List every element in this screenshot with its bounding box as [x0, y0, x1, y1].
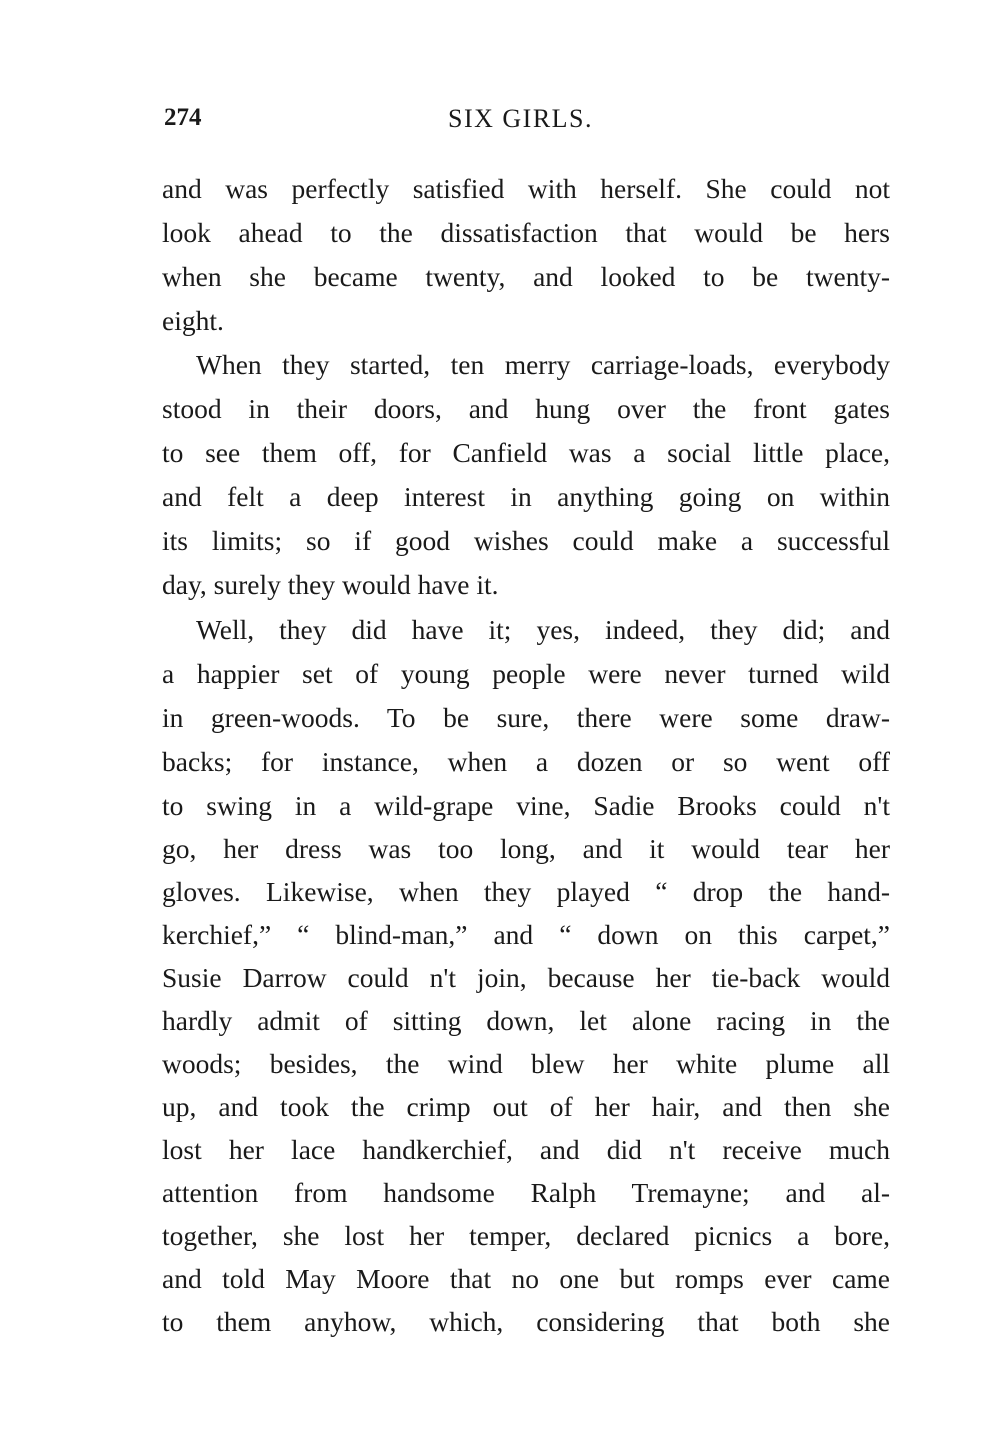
text-line: kerchief,” “ blind-man,” and “ down on this carpet,” — [162, 919, 890, 950]
text-line: look ahead to the dissatisfaction that would be hers — [162, 217, 890, 248]
text-line: and felt a deep interest in anything going on within — [162, 481, 890, 512]
text-line: lost her lace handkerchief, and did n't receive much — [162, 1134, 890, 1165]
text-line: backs; for instance, when a dozen or so went off — [162, 746, 890, 777]
text-line: go, her dress was too long, and it would tear her — [162, 833, 890, 864]
text-line: eight. — [162, 305, 224, 336]
text-line: Susie Darrow could n't join, because her tie-back would — [162, 962, 890, 993]
text-line: day, surely they would have it. — [162, 569, 499, 600]
text-line: and was perfectly satisfied with herself. She could not — [162, 173, 890, 204]
page-number: 274 — [164, 104, 202, 131]
text-line: in green-woods. To be sure, there were some draw- — [162, 702, 890, 733]
text-line: when she became twenty, and looked to be twenty- — [162, 261, 890, 292]
text-line: to them anyhow, which, considering that both she — [162, 1306, 890, 1337]
text-line: hardly admit of sitting down, let alone racing in the — [162, 1005, 890, 1036]
text-line: to see them off, for Canfield was a social little place, — [162, 437, 890, 468]
text-line: a happier set of young people were never turned wild — [162, 658, 890, 689]
text-line: together, she lost her temper, declared picnics a bore, — [162, 1220, 890, 1251]
text-line: stood in their doors, and hung over the front gates — [162, 393, 890, 424]
running-title: SIX GIRLS. — [448, 104, 594, 133]
text-line: to swing in a wild-grape vine, Sadie Brooks could n't — [162, 790, 890, 821]
text-line: Well, they did have it; yes, indeed, they did; and — [196, 614, 890, 645]
text-line: When they started, ten merry carriage-loads, everybody — [196, 349, 890, 380]
text-line: woods; besides, the wind blew her white plume all — [162, 1048, 890, 1079]
text-line: gloves. Likewise, when they played “ drop the hand- — [162, 876, 890, 907]
text-line: attention from handsome Ralph Tremayne; and al- — [162, 1177, 890, 1208]
text-line: and told May Moore that no one but romps ever came — [162, 1263, 890, 1294]
text-line: up, and took the crimp out of her hair, and then she — [162, 1091, 890, 1122]
text-line: its limits; so if good wishes could make a successful — [162, 525, 890, 556]
